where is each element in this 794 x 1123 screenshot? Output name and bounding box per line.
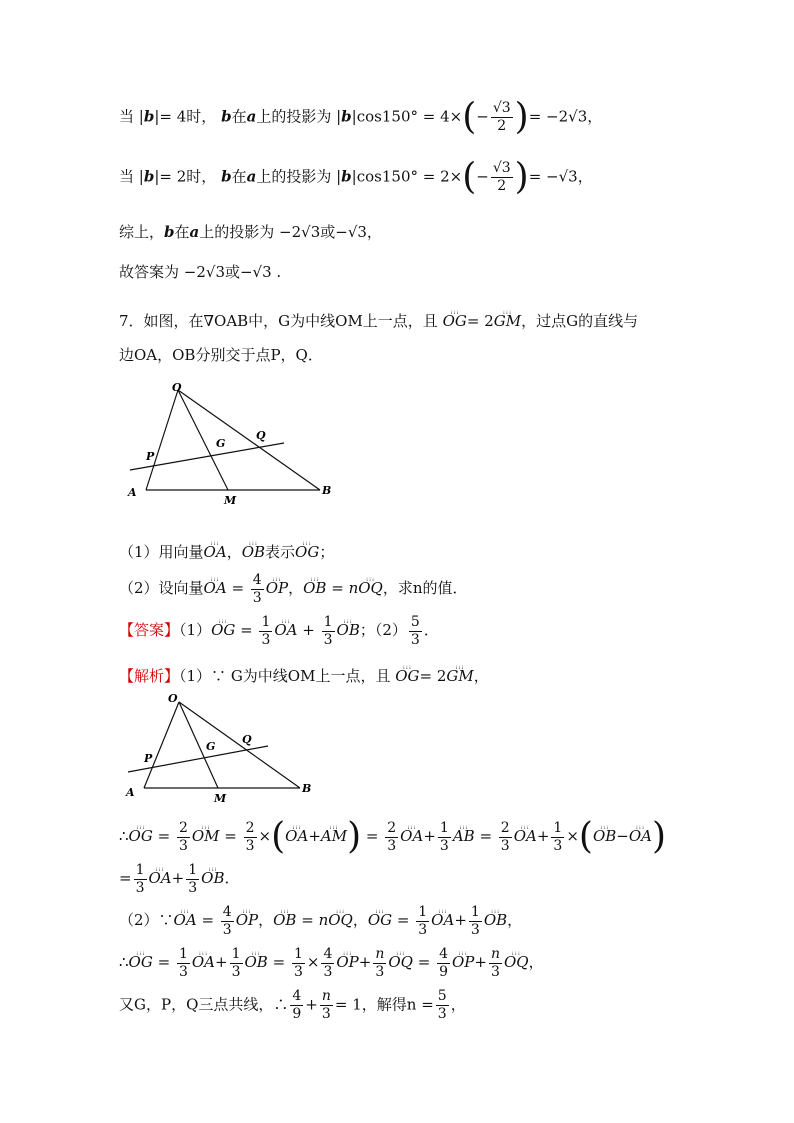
vector-og: ꜟꜟꜟ OG bbox=[443, 303, 467, 333]
text: （1） bbox=[179, 621, 212, 639]
line-proj-4: 当 |b|= 4时， b在a上的投影为 |b|cos150° = 4×(− $\frac{√3}{2}$ )= −2√3， bbox=[119, 96, 603, 138]
vector-oa: ꜟꜟꜟ OA bbox=[204, 534, 227, 564]
vector-oa: ꜟꜟꜟ OA bbox=[514, 818, 537, 848]
vector-oa: ꜟꜟꜟ OA bbox=[204, 570, 227, 600]
vector-om: ꜟꜟꜟ OM bbox=[192, 818, 220, 848]
vector-ob: ꜟꜟꜟ OB bbox=[245, 944, 268, 974]
var-a: a bbox=[189, 223, 200, 241]
vector-op: ꜟꜟꜟ OP bbox=[336, 944, 358, 974]
var-b: b bbox=[143, 167, 155, 186]
fraction: $\frac{√3}{2}$ bbox=[492, 100, 511, 134]
text: ，求n的值． bbox=[382, 579, 468, 597]
solution-step-4: ∴ꜟꜟꜟ OG = $\frac{1}{3}$ ꜟꜟꜟ OA+ $\frac{1}{3}$ ꜟꜟꜟ OB = $\frac{1}{3}$ × $\frac{4}{3}$ ꜟꜟꜟ OP+ $\frac{n}{3}$ ꜟꜟꜟ OQ = $\frac{4}{9}$ ꜟꜟꜟ OP+ $\frac{n}{3}$ ꜟꜟꜟ OQ， bbox=[119, 944, 544, 981]
math: cos150° = 2× bbox=[356, 167, 463, 186]
question-7-cont bbox=[119, 343, 323, 367]
solution-step-3: （2）∵ꜟꜟꜟ OA = $\frac{4}{3}$ ꜟꜟꜟ OP，ꜟꜟꜟ OB = nꜟꜟꜟ OQ，ꜟꜟꜟ OG = $\frac{1}{3}$ ꜟꜟꜟ OA+ $\frac{1}{3}$ ꜟꜟꜟ OB， bbox=[119, 902, 522, 939]
triangle-figure-2 bbox=[122, 688, 322, 806]
text: 故答案为 −2√3或−√3 . bbox=[119, 263, 282, 281]
vector-og: ꜟꜟꜟ OG bbox=[211, 612, 235, 642]
vector-gm: ꜟꜟꜟ GM bbox=[446, 658, 473, 688]
label-G: G bbox=[216, 437, 226, 450]
text: = 1，解得n = bbox=[334, 995, 434, 1014]
text: 上的投影为 −2√3或−√3， bbox=[199, 223, 382, 241]
vector-oa: ꜟꜟꜟ OA bbox=[174, 902, 197, 932]
text: （1）∵ G为中线OM上一点，且 bbox=[179, 667, 391, 685]
solution-step-1: ∴ꜟꜟꜟ OG = $\frac{2}{3}$ ꜟꜟꜟ OM = $\frac{2}{3}$ ×(ꜟꜟꜟ OA+ꜟꜟꜟ AM) = $\frac{2}{3}$ ꜟꜟꜟ OA+ $\frac{1}{3}$ ꜟꜟꜟ AB = $\frac{2}{3}$ ꜟꜟꜟ OA+ $\frac{1}{3}$ ×(ꜟꜟꜟ OB−ꜟꜟꜟ OA) bbox=[119, 818, 666, 855]
sub-question-1: （1）用向量ꜟꜟꜟ OA，ꜟꜟꜟ OB表示ꜟꜟꜟ OG； bbox=[119, 534, 334, 564]
math: = −√3， bbox=[528, 167, 593, 186]
vector-oa: ꜟꜟꜟ OA bbox=[431, 902, 454, 932]
vector-oa: ꜟꜟꜟ OA bbox=[285, 818, 308, 848]
text: 又G，P，Q三点共线，∴ bbox=[119, 995, 289, 1014]
vector-ob: ꜟꜟꜟ OB bbox=[201, 860, 224, 890]
vector-ob: ꜟꜟꜟ OB bbox=[484, 902, 507, 932]
vector-oq: ꜟꜟꜟ OQ bbox=[328, 902, 353, 932]
vector-oa: ꜟꜟꜟ OA bbox=[400, 818, 423, 848]
text: 在 bbox=[231, 167, 247, 186]
math: = 2 bbox=[466, 312, 494, 330]
var-b: b bbox=[221, 107, 232, 126]
label-M: M bbox=[214, 792, 227, 805]
text: （2）设向量 bbox=[119, 579, 204, 597]
var-b: b bbox=[143, 107, 155, 126]
vector-og: ꜟꜟꜟ OG bbox=[368, 902, 392, 932]
text: ；（2） bbox=[359, 621, 407, 639]
vector-ob: ꜟꜟꜟ OB bbox=[593, 818, 616, 848]
triangle-figure-1 bbox=[122, 380, 342, 508]
text: ， bbox=[450, 995, 466, 1014]
vector-og: ꜟꜟꜟ OG bbox=[129, 818, 153, 848]
label-G: G bbox=[206, 740, 216, 753]
vector-ob: ꜟꜟꜟ OB bbox=[242, 534, 265, 564]
text: 当 bbox=[119, 167, 135, 186]
label-Q: Q bbox=[242, 733, 252, 746]
therefore: ∴ bbox=[119, 827, 129, 845]
text: ， bbox=[288, 579, 304, 597]
vector-gm: ꜟꜟꜟ GM bbox=[494, 303, 521, 333]
vector-ab: ꜟꜟꜟ AB bbox=[453, 818, 475, 848]
label-B: B bbox=[302, 782, 312, 795]
text: 表示 bbox=[265, 543, 296, 561]
text: = 4时， bbox=[159, 107, 217, 126]
label-A: A bbox=[128, 486, 137, 499]
line-summary bbox=[119, 220, 382, 244]
vector-oq: ꜟꜟꜟ OQ bbox=[504, 944, 529, 974]
label-O: O bbox=[168, 692, 178, 705]
solution-step-5: 又G，P，Q三点共线，∴ $\frac{4}{9}$ + $\frac{n}{3}$ = 1，解得n = $\frac{5}{3}$ ， bbox=[119, 988, 466, 1022]
vector-am: ꜟꜟꜟ AM bbox=[321, 818, 347, 848]
label-O: O bbox=[172, 381, 182, 394]
vector-oa: ꜟꜟꜟ OA bbox=[149, 860, 172, 890]
text: = 2时， bbox=[159, 167, 217, 186]
vector-oq: ꜟꜟꜟ OQ bbox=[388, 944, 413, 974]
text: 在 bbox=[231, 107, 247, 126]
line-answer-prev bbox=[119, 260, 281, 284]
answer: 【答案】（1）ꜟꜟꜟ OG = $\frac{1}{3}$ ꜟꜟꜟ OA + $\frac{1}{3}$ ꜟꜟꜟ OB；（2） $\frac{5}{3}$ ． bbox=[119, 612, 439, 649]
math: = −2√3， bbox=[528, 107, 603, 126]
vector-og: ꜟꜟꜟ OG bbox=[395, 658, 419, 688]
text: ； bbox=[319, 543, 335, 561]
math: = 2 bbox=[419, 667, 447, 685]
label-M: M bbox=[224, 494, 237, 507]
text: 在 bbox=[174, 223, 190, 241]
var-b: b bbox=[341, 107, 352, 126]
vector-oa: ꜟꜟꜟ OA bbox=[274, 612, 297, 642]
label-A: A bbox=[126, 786, 135, 799]
vector-ob: ꜟꜟꜟ OB bbox=[303, 570, 326, 600]
vector-oa: ꜟꜟꜟ OA bbox=[629, 818, 652, 848]
var-b: b bbox=[341, 167, 352, 186]
math: cos150° = 4× bbox=[356, 107, 463, 126]
var-a: a bbox=[246, 167, 257, 186]
solution-intro bbox=[119, 658, 489, 688]
equals: = bbox=[119, 869, 132, 887]
label-B: B bbox=[322, 484, 332, 497]
text: （1）用向量 bbox=[119, 543, 204, 561]
text: ， bbox=[473, 667, 489, 685]
vector-ob: ꜟꜟꜟ OB bbox=[337, 612, 360, 642]
text: 上的投影为 bbox=[256, 167, 332, 186]
text: 综上， bbox=[119, 223, 165, 241]
var-b: b bbox=[164, 223, 175, 241]
vector-og: ꜟꜟꜟ OG bbox=[129, 944, 153, 974]
vector-op: ꜟꜟꜟ OP bbox=[452, 944, 474, 974]
answer-tag: 【答案】 bbox=[119, 621, 180, 639]
vector-og: ꜟꜟꜟ OG bbox=[295, 534, 319, 564]
vector-oq: ꜟꜟꜟ OQ bbox=[358, 570, 383, 600]
text: 边OA，OB分别交于点P，Q． bbox=[119, 346, 323, 364]
label-P: P bbox=[146, 450, 155, 463]
vector-oa: ꜟꜟꜟ OA bbox=[192, 944, 215, 974]
text: 7．如图，在∇OAB中，G为中线OM上一点，且 bbox=[119, 312, 438, 330]
label-P: P bbox=[144, 752, 153, 765]
solution-step-2: = $\frac{1}{3}$ ꜟꜟꜟ OA+ $\frac{1}{3}$ ꜟꜟꜟ OB． bbox=[119, 860, 239, 897]
sub-question-2: （2）设向量ꜟꜟꜟ OA = $\frac{4}{3}$ ꜟꜟꜟ OP，ꜟꜟꜟ OB = nꜟꜟꜟ OQ，求n的值． bbox=[119, 570, 468, 607]
var-b: b bbox=[221, 167, 232, 186]
var-a: a bbox=[246, 107, 257, 126]
label-Q: Q bbox=[256, 429, 266, 442]
therefore: ∴ bbox=[119, 953, 129, 971]
line-proj-2: 当 |b|= 2时， b在a上的投影为 |b|cos150° = 2×(− $\frac{√3}{2}$ )= −√3， bbox=[119, 156, 593, 198]
text: ，过点G的直线与 bbox=[521, 312, 639, 330]
text: 当 bbox=[119, 107, 135, 126]
vector-op: ꜟꜟꜟ OP bbox=[266, 570, 288, 600]
because: （2）∵ bbox=[119, 911, 174, 929]
question-7 bbox=[119, 303, 638, 333]
solution-tag: 【解析】 bbox=[119, 667, 180, 685]
text: 上的投影为 bbox=[256, 107, 332, 126]
vector-ob: ꜟꜟꜟ OB bbox=[273, 902, 296, 932]
text: ． bbox=[423, 621, 439, 639]
fraction: $\frac{√3}{2}$ bbox=[492, 160, 511, 194]
vector-op: ꜟꜟꜟ OP bbox=[236, 902, 258, 932]
